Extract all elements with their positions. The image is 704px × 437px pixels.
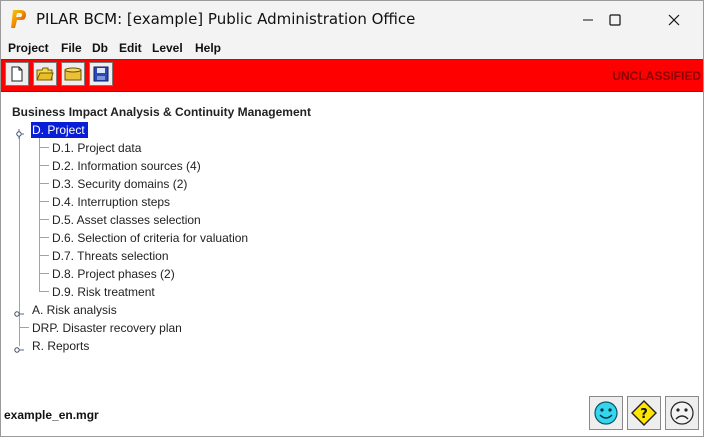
collapse-handle-icon[interactable] [14, 124, 24, 134]
tree-root-label: Business Impact Analysis & Continuity Management [12, 105, 311, 119]
tree-connector [39, 147, 49, 148]
svg-text:?: ? [640, 407, 648, 422]
smiley-happy-icon [593, 400, 619, 426]
close-icon [668, 14, 680, 26]
menu-help[interactable]: Help [195, 41, 222, 55]
status-bar [1, 393, 703, 436]
close-button[interactable] [651, 1, 697, 39]
new-file-icon [10, 66, 24, 82]
tree-connector [39, 183, 49, 184]
menu-project[interactable]: Project [8, 41, 49, 55]
status-ok-button[interactable] [589, 396, 623, 430]
classification-label: UNCLASSIFIED [612, 69, 701, 83]
toolbar [1, 59, 703, 92]
save-button[interactable] [89, 62, 113, 86]
title-bar [1, 1, 703, 39]
menu-db[interactable]: Db [92, 41, 108, 55]
database-icon [64, 67, 82, 81]
project-tree [1, 92, 703, 392]
tree-item-disaster-recovery[interactable]: DRP. Disaster recovery plan [32, 321, 182, 335]
smiley-sad-icon [669, 400, 695, 426]
tree-connector [19, 327, 29, 328]
tree-item-information-sources[interactable]: D.2. Information sources (4) [52, 159, 201, 173]
tree-item-threats-selection[interactable]: D.7. Threats selection [52, 249, 169, 263]
pilar-logo-icon [11, 8, 27, 30]
tree-connector [39, 273, 49, 274]
tree-item-project-data[interactable]: D.1. Project data [52, 141, 142, 155]
tree-item-reports[interactable]: R. Reports [32, 339, 90, 353]
tree-connector [39, 291, 49, 292]
tree-connector [39, 165, 49, 166]
status-problem-button[interactable] [665, 396, 699, 430]
expand-handle-icon[interactable] [14, 340, 24, 350]
window-title: PILAR BCM: [example] Public Administration Office [36, 10, 416, 28]
tree-item-risk-analysis[interactable]: A. Risk analysis [32, 303, 117, 317]
tree-connector [39, 237, 49, 238]
tree-connector [39, 138, 40, 292]
maximize-icon [609, 14, 621, 26]
open-folder-button[interactable] [33, 62, 57, 86]
maximize-button[interactable] [592, 1, 638, 39]
status-file-name: example_en.mgr [4, 408, 99, 422]
menu-file[interactable]: File [61, 41, 82, 55]
expand-handle-icon[interactable] [14, 304, 24, 314]
tree-item-interruption-steps[interactable]: D.4. Interruption steps [52, 195, 171, 209]
tree-connector [39, 255, 49, 256]
status-help-button[interactable] [627, 396, 661, 430]
menu-edit[interactable]: Edit [119, 41, 142, 55]
new-file-button[interactable] [5, 62, 29, 86]
tree-item-risk-treatment[interactable]: D.9. Risk treatment [52, 285, 155, 299]
tree-item-security-domains[interactable]: D.3. Security domains (2) [52, 177, 188, 191]
tree-item-valuation-criteria[interactable]: D.6. Selection of criteria for valuation [52, 231, 249, 245]
tree-item-asset-classes[interactable]: D.5. Asset classes selection [52, 213, 201, 227]
save-disk-icon [93, 66, 109, 82]
database-button[interactable] [61, 62, 85, 86]
help-question-icon [631, 400, 657, 426]
open-folder-icon [36, 67, 54, 81]
tree-connector [39, 201, 49, 202]
menu-level[interactable]: Level [152, 41, 183, 55]
tree-connector [39, 219, 49, 220]
menu-bar [1, 39, 703, 59]
tree-item-project[interactable]: D. Project [31, 122, 88, 138]
tree-item-project-phases[interactable]: D.8. Project phases (2) [52, 267, 175, 281]
